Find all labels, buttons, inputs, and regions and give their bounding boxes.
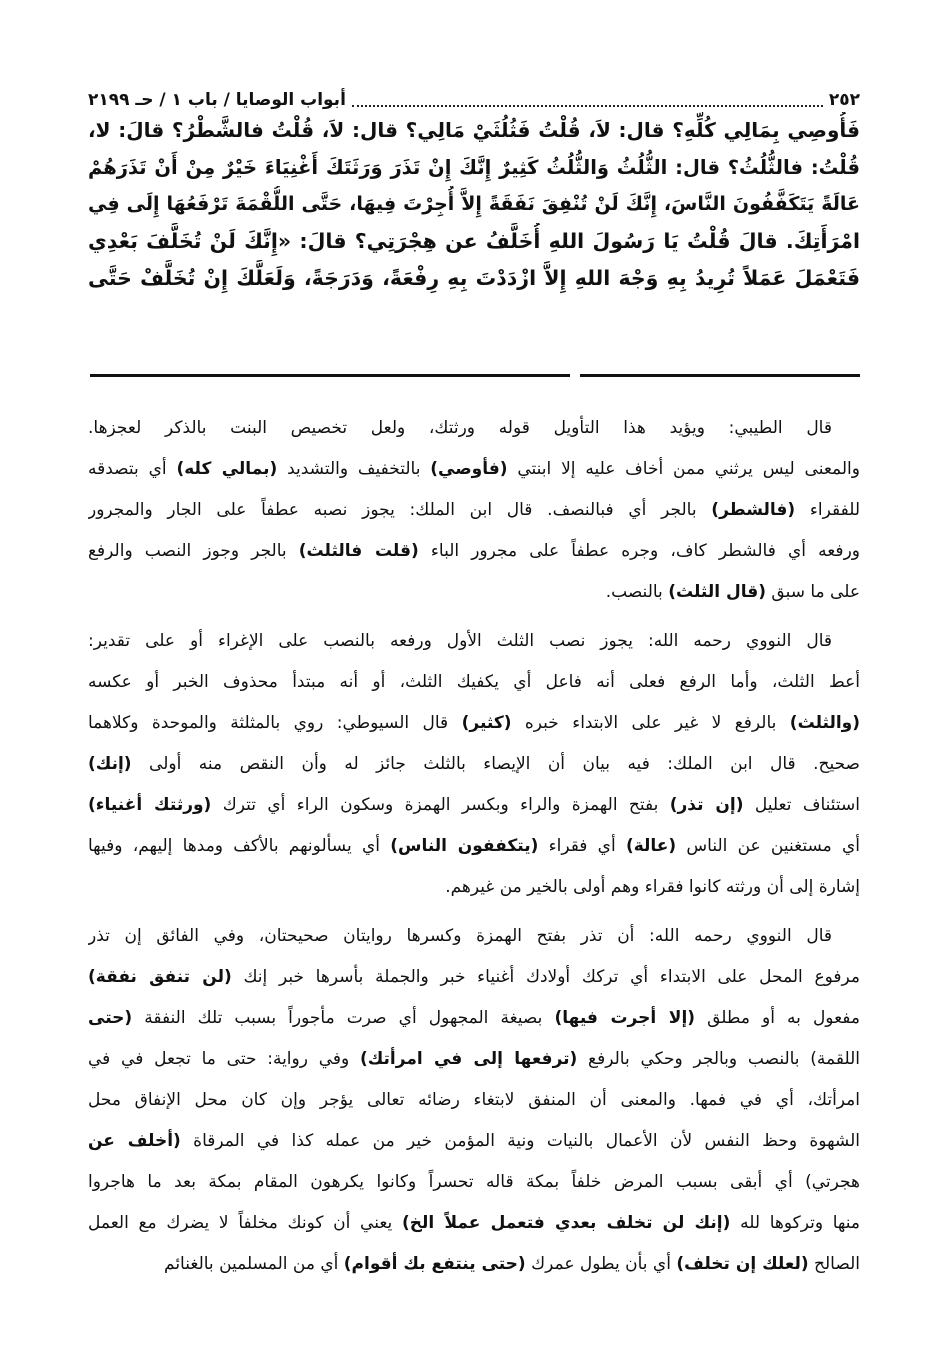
- hadith-line: فَتَعْمَلَ عَمَلاً تُرِيدُ بِهِ وَجْهَ اللهِ إِلاَّ ازْدَدْتَ بِهِ رِفْعَةً، وَدَرَجَةً، وَلَعَلَّكَ إِنْ تُخَلَّفْ حَتَّى: [88, 266, 860, 290]
- quoted-term: (إنك لن تخلف بعدي فتعمل عملاً الخ): [402, 1213, 731, 1233]
- commentary-paragraph: [88, 621, 860, 908]
- hadith-line: عَالَةً يَتَكَفَّفُونَ النَّاسَ، إِنَّكَ لَنْ تُنْفِقَ نَفَقَةً إِلاَّ أُجِرْتَ فِيهَا، حَتَّى اللُّقْمَةَ تَرْفَعُهَا إِلَى فِي: [88, 193, 860, 215]
- hadith-line: قُلْتُ: فالثُّلُثُ؟ قال: الثُّلُثُ وَالثُّلُثُ كَثِيرٌ إِنَّكَ إِنْ تَذَرَ وَرَثَتَكَ أَغْنِيَاءَ خَيْرٌ مِنْ أَنْ تَذَرَهُمْ: [88, 156, 860, 179]
- commentary-line: إشارة إلى أن ورثته كانوا فقراء وهم أولى بالخير من غيرهم.: [445, 877, 860, 897]
- quoted-term: (إن تذر): [669, 795, 744, 815]
- commentary-line: امرأتك، أي في فمها. والمعنى أن المنفق لابتغاء رضائه تعالى يؤجر وإن كان محل الإنفاق محل: [88, 1090, 860, 1110]
- commentary-line: ورفعه أي فالشطر كاف، وجره عطفاً على مجرور الباء (قلت فالثلث) بالجر وجوز النصب والرفع: [88, 541, 860, 561]
- page-number: ٢٥٢: [828, 90, 860, 110]
- commentary-line: استئناف تعليل (إن تذر) بفتح الهمزة والراء وبكسر الهمزة وسكون الراء أي تترك (ورثتك أغنياء): [88, 795, 860, 815]
- commentary-line: قال النووي رحمه الله: أن تذر بفتح الهمزة وكسرها روايتان صحيحتان، وفي الفائق إن تذر: [88, 926, 832, 946]
- commentary-line: أي مستغنين عن الناس (عالة) أي فقراء (يتكففون الناس) أي يسألونهم بالأكف ومدها إليهم، وفيها: [88, 836, 860, 856]
- running-header: [88, 86, 860, 114]
- quoted-term: (حتى: [88, 1008, 133, 1028]
- commentary-line: أعط الثلث، وأما الرفع فعلى أنه فاعل أي يكفيك الثلث، أو أنه مبتدأ محذوف الخبر أو عكسه: [88, 672, 860, 692]
- commentary-line: للفقراء (فالشطر) بالجر أي فبالنصف. قال ابن الملك: يجوز نصبه عطفاً على الجار والمجرور: [88, 500, 860, 520]
- quoted-term: (عالة): [625, 836, 677, 856]
- hadith-line: فَأُوصِي بِمَالِي كُلِّهِ؟ قال: لاَ، قُلْتُ فَثُلُثَيْ مَالِي؟ قال: لاَ، قُلْتُ فالشَّطْرُ؟ قالَ: لا،: [88, 118, 860, 142]
- quoted-term: (أخلف عن: [88, 1131, 181, 1151]
- leader-dots: [352, 93, 823, 107]
- commentary-line: قال الطيبي: ويؤيد هذا التأويل قوله ورثتك، ولعل تخصيص البنت بالذكر لعجزها.: [88, 418, 832, 438]
- commentary-line: مرفوع المحل على الابتداء أي تركك أولادك أغنياء خبر والجملة بأسرها خبر إنك (لن تنفق نفقة): [88, 967, 860, 987]
- commentary-line: الشهوة وحظ النفس لأن الأعمال بالنيات ونية المؤمن خير من عمله كذا في المرقاة (أخلف عن: [88, 1131, 860, 1151]
- commentary-line: (والثلث) بالرفع لا غير على الابتداء خبره (كثير) قال السيوطي: روي بالمثلثة والموحدة وكلاهما: [88, 713, 860, 733]
- commentary-line: اللقمة) بالنصب وبالجر وحكي بالرفع (ترفعها إلى في امرأتك) وفي رواية: حتى ما تجعل في في: [88, 1049, 860, 1069]
- commentary-line: هجرتي) أي أبقى بسبب المرض خلفاً بمكة قاله تحسراً وكانوا يكرهون المقام بمكة بعد ما هاجروا: [88, 1172, 860, 1192]
- commentary-paragraph: [88, 408, 860, 613]
- quoted-term: (ورثتك أغنياء): [88, 795, 212, 815]
- running-title: أبواب الوصايا / باب ١ / حـ ٢١٩٩: [88, 90, 346, 110]
- quoted-term: (قلت فالثلث): [298, 541, 419, 561]
- commentary-paragraph: [88, 916, 860, 1285]
- quoted-term: (فأوصي): [430, 459, 508, 479]
- quoted-term: (لعلك إن تخلف): [676, 1254, 809, 1274]
- quoted-term: (إنك): [88, 754, 132, 774]
- commentary-line: صحيح. قال ابن الملك: فيه بيان أن الإيصاء بالثلث جائز له وأن النقص منه أولى (إنك): [88, 754, 860, 774]
- quoted-term: (والثلث): [789, 713, 860, 733]
- quoted-term: (بمالي كله): [176, 459, 278, 479]
- quoted-term: (يتكففون الناس): [390, 836, 539, 856]
- quoted-term: (حتى ينتفع بك أقوام): [343, 1254, 526, 1274]
- commentary-line: مفعول به أو مطلق (إلا أجرت فيها) بصيغة المجهول أي صرت مأجوراً بسبب تلك النفقة (حتى: [88, 1008, 860, 1028]
- commentary-line: قال النووي رحمه الله: يجوز نصب الثلث الأول ورفعه بالنصب على الإغراء أو على تقدير:: [88, 631, 832, 651]
- commentary-line: والمعنى ليس يرثني ممن أخاف عليه إلا ابنتي (فأوصي) بالتخفيف والتشديد (بمالي كله) أي بتصدقه: [88, 459, 860, 479]
- commentary-line: الصالح (لعلك إن تخلف) أي بأن يطول عمرك (حتى ينتفع بك أقوام) أي من المسلمين بالغنائم: [164, 1254, 860, 1274]
- hadith-text: [88, 112, 860, 297]
- quoted-term: (إلا أجرت فيها): [554, 1008, 696, 1028]
- quoted-term: (فالشطر): [711, 500, 796, 520]
- commentary-line: على ما سبق (قال الثلث) بالنصب.: [605, 582, 860, 602]
- footnote-separator-rule: [90, 374, 860, 377]
- commentary: [88, 408, 860, 1293]
- quoted-term: (ترفعها إلى في امرأتك): [359, 1049, 578, 1069]
- quoted-term: (لن تنفق نفقة): [88, 967, 232, 987]
- quoted-term: (كثير): [461, 713, 512, 733]
- quoted-term: (قال الثلث): [668, 582, 766, 602]
- commentary-line: منها وتركوها لله (إنك لن تخلف بعدي فتعمل عملاً الخ) يعني أن كونك مخلفاً لا يضرك مع العمل: [88, 1213, 860, 1233]
- hadith-line: امْرَأَتِكَ. قالَ قُلْتُ يَا رَسُولَ اللهِ أُخَلَّفُ عن هِجْرَتِي؟ قالَ: «إِنَّكَ لَنْ تُخَلَّفَ بَعْدِي: [88, 229, 860, 253]
